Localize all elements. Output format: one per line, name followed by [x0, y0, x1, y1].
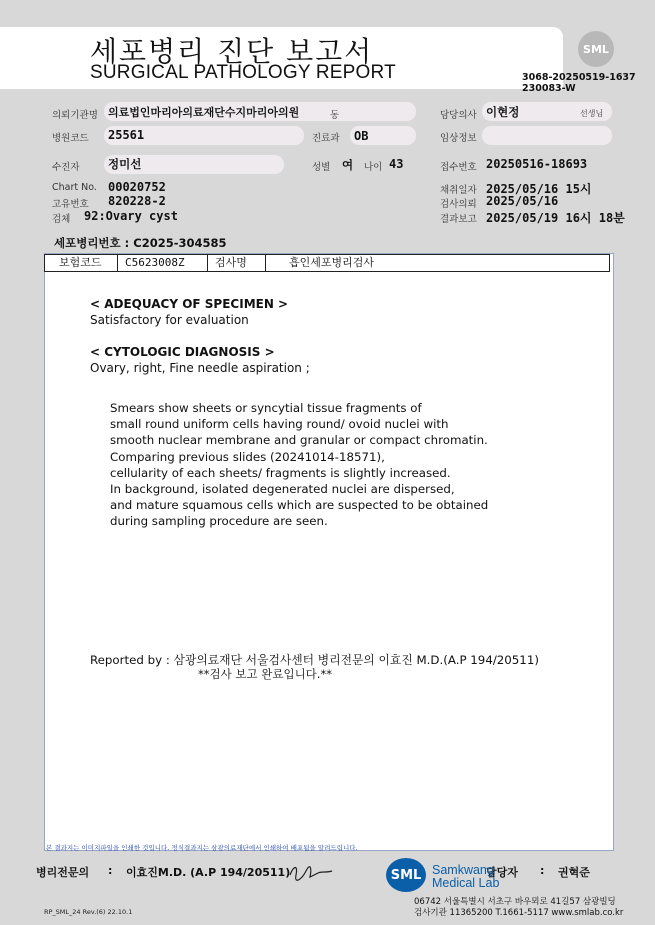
findings-line: cellularity of each sheets/ fragments is slightly increased.	[110, 465, 451, 480]
collect-label: 채취일자	[440, 185, 477, 196]
request-label: 검사의뢰	[440, 199, 477, 210]
findings-line: smooth nuclear membrane and granular or compact chromatin.	[110, 433, 488, 448]
adequacy-text: Satisfactory for evaluation	[90, 313, 249, 327]
doctor-suffix: 선생님	[580, 109, 604, 118]
patient-label: 수진자	[52, 162, 80, 173]
test-label: 검사명	[215, 256, 247, 269]
report-date-value: 2025/05/19 16시 18분	[486, 211, 625, 225]
manager-value: 권혁준	[558, 866, 590, 879]
pathologist-colon: :	[108, 864, 113, 877]
title-korean: 세포병리 진단 보고서	[90, 35, 374, 68]
signature-icon	[288, 861, 334, 883]
findings-line: Comparing previous slides (20241014-18571),	[110, 449, 385, 464]
reported-by: Reported by : 삼광의료재단 서울검사센터 병리전문의 이효진 M.D.(A.P 194/20511)	[90, 653, 539, 667]
clinical-field-bg	[482, 126, 612, 145]
contact-line: 검사기관 11365200 T.1661-5117 www.smlab.co.kr	[414, 908, 624, 918]
findings	[110, 400, 488, 530]
age-value: 43	[389, 157, 404, 171]
findings-line: In background, isolated degenerated nuclei are dispersed,	[110, 482, 455, 497]
chart-label: Chart No.	[52, 182, 97, 193]
pathologist-value: 이효진M.D. (A.P 194/20511)	[126, 866, 291, 879]
diagnosis-text: Ovary, right, Fine needle aspiration ;	[90, 361, 310, 375]
code-bar	[44, 254, 610, 272]
pathologist-label: 병리전문의	[36, 866, 90, 879]
report-body	[44, 253, 614, 851]
cyto-number: 세포병리번호 : C2025-304585	[54, 236, 227, 250]
report-date-label: 결과보고	[440, 214, 477, 225]
unique-label: 고유번호	[52, 199, 89, 210]
receipt-label: 접수번호	[440, 162, 477, 173]
print-notice: 본 결과지는 이미지파일을 인쇄한 것입니다. 정식결과지는 삼광의료재단에서 인쇄하여 배포됨을 알려드립니다.	[46, 844, 358, 852]
specimen-label: 검체	[52, 214, 71, 225]
ward-label: 동	[330, 110, 340, 121]
dept-value: OB	[354, 129, 369, 143]
request-value: 2025/05/16	[486, 194, 559, 208]
specimen-value: 92:Ovary cyst	[84, 209, 178, 223]
institution-label: 의뢰기관명	[52, 110, 98, 121]
title-english: SURGICAL PATHOLOGY REPORT	[90, 62, 396, 83]
sml-logo-icon: SML	[578, 31, 614, 67]
brand-name: Samkwang Medical Lab	[432, 863, 500, 890]
clinical-label: 임상정보	[440, 133, 477, 144]
findings-line: and mature squamous cells which are suspected to be obtained	[110, 498, 489, 513]
doctor-value: 이현정	[486, 105, 520, 119]
unique-value: 820228-2	[108, 194, 166, 208]
insurance-value: C5623008Z	[125, 256, 185, 269]
hospital-code-value: 25561	[108, 128, 145, 142]
sml-brand-logo-icon: SML	[386, 858, 426, 892]
patient-value: 정미선	[108, 157, 142, 171]
receipt-value: 20250516-18693	[486, 157, 588, 171]
sex-value: 여	[342, 158, 354, 172]
test-value: 흡인세포병리검사	[289, 256, 375, 269]
age-label: 나이	[364, 162, 383, 173]
findings-line: during sampling procedure are seen.	[110, 514, 328, 529]
sex-label: 성별	[312, 162, 331, 173]
chart-value: 00020752	[108, 180, 166, 194]
report-number: 3068-20250519-1637 230083-W	[522, 72, 636, 94]
form-number: RP_SML_24 Rev.(6) 22.10.1	[44, 908, 133, 916]
dept-label: 진료과	[312, 133, 340, 144]
insurance-label: 보험코드	[59, 256, 102, 269]
complete-note: **검사 보고 완료입니다.**	[198, 667, 332, 681]
manager-colon: :	[540, 864, 545, 877]
doctor-label: 담당의사	[440, 110, 477, 121]
address-line: 06742 서울특별시 서초구 바우뫼로 41길57 삼광빌딩	[414, 897, 616, 907]
hospital-code-label: 병원코드	[52, 133, 89, 144]
institution-value: 의료법인마리아의료재단수지마리아의원	[108, 106, 300, 119]
adequacy-heading: < ADEQUACY OF SPECIMEN >	[90, 297, 289, 311]
findings-line: small round uniform cells having round/ ovoid nuclei with	[110, 417, 449, 432]
manager-label: 담당자	[486, 866, 518, 879]
collect-value: 2025/05/16 15시	[486, 182, 592, 196]
diagnosis-heading: < CYTOLOGIC DIAGNOSIS >	[90, 345, 275, 359]
findings-line: Smears show sheets or syncytial tissue fragments of	[110, 401, 422, 415]
